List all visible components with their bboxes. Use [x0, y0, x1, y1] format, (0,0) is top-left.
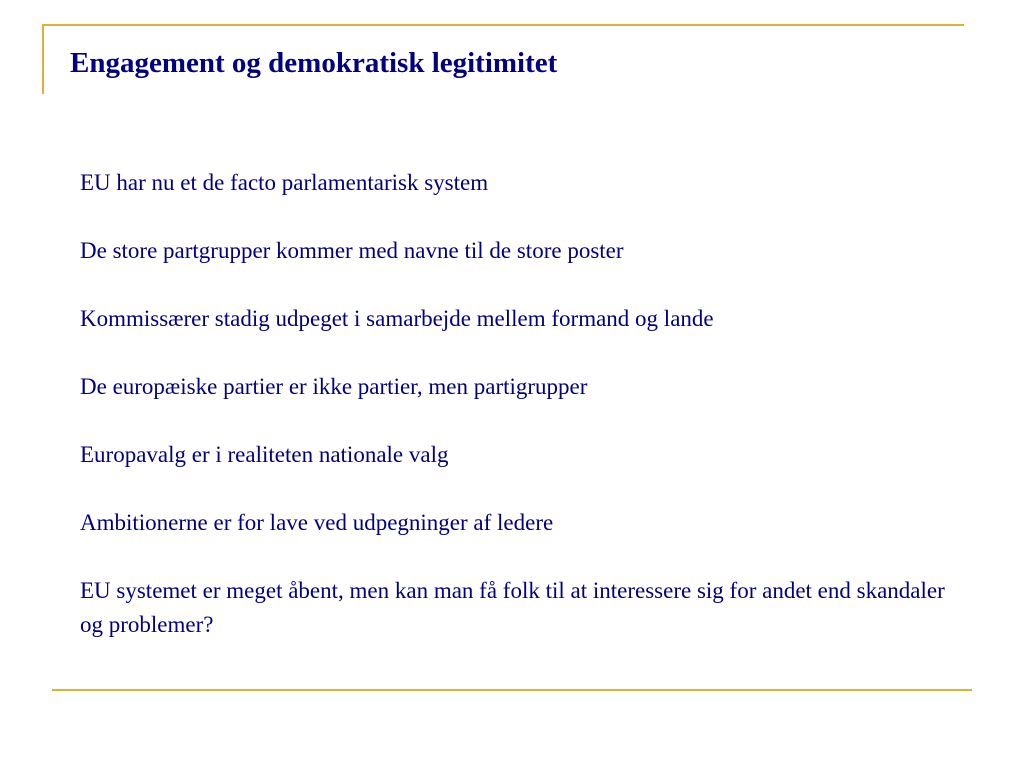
bullet-item: Europavalg er i realiteten nationale valg: [80, 442, 449, 467]
bottom-accent-line: [52, 689, 972, 691]
bullet-item: Ambitionerne er for lave ved udpegninger af ledere: [80, 510, 554, 535]
bullet-item: EU systemet er meget åbent, men kan man få folk til at interessere sig for andet end skandaler og problemer?: [80, 578, 945, 637]
bullet-item: De europæiske partier er ikke partier, men partigrupper: [80, 374, 588, 399]
top-accent-line: [42, 24, 964, 26]
left-accent-line: [42, 24, 44, 94]
bullet-list: [80, 166, 960, 676]
bullet-item: Kommissærer stadig udpeget i samarbejde mellem formand og lande: [80, 306, 714, 331]
bullet-item: EU har nu et de facto parlamentarisk system: [80, 170, 489, 195]
slide-title: Engagement og demokratisk legitimitet: [70, 47, 558, 79]
bullet-item: De store partgrupper kommer med navne til de store poster: [80, 238, 624, 263]
